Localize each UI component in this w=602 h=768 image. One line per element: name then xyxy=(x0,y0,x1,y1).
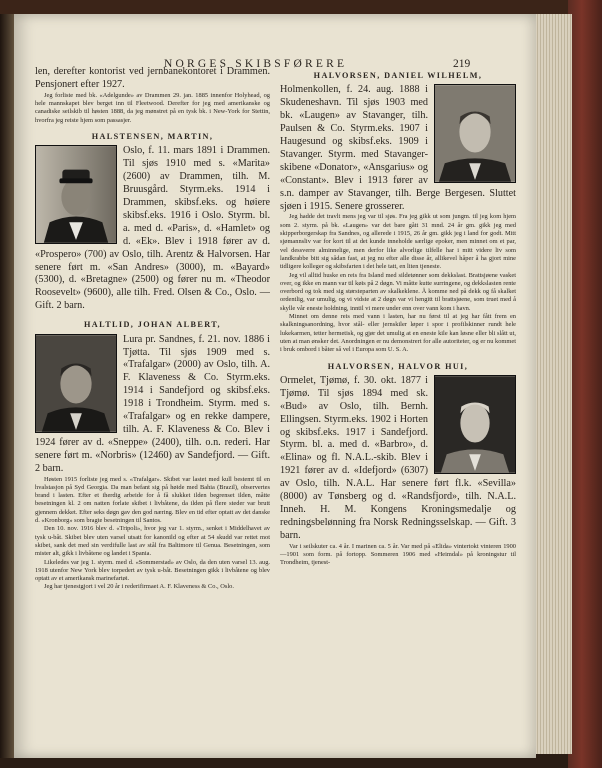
portrait-photo-haltlid xyxy=(35,334,117,433)
entry-bio-halvorsen-daniel: Holmenkollen, f. 24. aug. 1888 i Skudeneshavn. Til sjøs 1903 med bk. «Laugen» av Stavanger, tilh. Paulsen & Co. Styrm.eks. 1907 i Haugesund og skibsf.eks. 1909 i Stavanger. Styrm. med Stavanger-skibene «Donator», «Ansgarius» og «Constant». Blev i 1913 fører av s.n. damper av Stavanger, tilh. Berge Bergesen. Sluttet sjøen i 1915. Senere grosserer. xyxy=(280,84,516,212)
entry-name-halvorsen-halvor: HALVORSEN, HALVOR HUI, xyxy=(327,361,469,371)
page-edges xyxy=(532,14,572,754)
entry-note-halvorsen-halvor: Var i seilskuter ca. 4 år. I marinen ca. 5 år. Var med på «Elida» vintertokt vinteren 1900—1901 som form. på fortopp. Sommeren 1906 med «Heimdal» på kroningstur til Trondheim, tjenest- xyxy=(280,542,516,567)
right-column xyxy=(280,66,516,568)
entry-name-halvorsen-daniel: HALVORSEN, DANIEL WILHELM, xyxy=(313,71,483,80)
page-number: 219 xyxy=(453,58,471,70)
entry-bio-haltlid: Lura pr. Sandnes, f. 21. nov. 1886 i Tjøtta. Til sjøs 1909 med s. «Trafalgar» (2000) av Oslo, tilh. A. F. Klaveness & Co. Styrm.eks. 1914 i Sandefjord og skibsf.eks. 1918 i Trondheim. Styrm. med s. «Trafalgar» og en rekke dampere, tilh. A. F. Klaveness & Co. Blev i 1924 fører av d. «Sneppe» (2400), tilh. o.n. rederi. Har senere ført m. «Norbris» (12460) av Sandefjord. — Gift. 2 barn. xyxy=(35,333,270,474)
entry-note-haltlid-3: Likeledes var jeg 1. styrm. med d. «Sommerstad» av Oslo, da den uten varsel 13. aug. 1918 utenfor New York blev torpedert av tysk u-båt. Besetningen gikk i livbåtene og blev optatt av et amerikansk marinefartøi. xyxy=(35,558,270,583)
entry-name-haltlid: HALTLID, JOHAN ALBERT, xyxy=(84,320,221,330)
entry-note-haltlid-4: Jeg har tjenestgjort i vel 20 år i rederifirmaet A. F. Klaveness & Co., Oslo. xyxy=(44,583,234,591)
portrait-photo-halvorsen-daniel xyxy=(434,84,516,183)
intro-note: Jeg forliste med bk. «Adelgunde» av Drammen 29. jan. 1885 innenfor Holyhead, og hele mannskapet blev berget inn til Fleetwood. Derefter for jeg med amerikanske og canadiske seilskib til høsten 1888, da jeg mønstret på en tysk bk. i New-York for Stettin, hvorfra jeg reiste hjem som passasjer. xyxy=(35,91,270,124)
portrait-photo-halvorsen-halvor xyxy=(434,375,516,474)
entry-note-haltlid-2: Den 10. nov. 1916 blev d. «Tripoli», hvor jeg var 1. styrm., senket i Middelhavet av tysk u-båt. Skibet blev uten varsel utsatt for kanonild og efter at 54 skudd var rettet mot skibet, sank det med sin verdifulle last av stål fra Baltimore til Genua. Besetningen, som mister alt, gikk i livbåtene og landet i Spania. xyxy=(35,525,270,558)
entry-name-halstensen: HALSTENSEN, MARTIN, xyxy=(91,132,214,141)
entry-bio-halstensen: Oslo, f. 11. mars 1891 i Drammen. Til sjøs 1910 med s. «Marita» (2600) av Drammen, tilh. M. Bruusgård. Styrm.eks. 1914 i Drammen, skibsf.eks. og høiere skibsf.eks. 1916 i Oslo. Styrm. bl. a. med d. «Paris», d. «Hamlet» og d. «Ek». Blev i 1918 fører av d. «Prospero» (700) av Oslo, tilh. Arentz & Halvorsen. Har senere ført m. «San Andres» (3000), m. «Bayard» (5300), d. «Bretagne» (2500) og fører nu m. «Theodor Roosevelt» (9600), alle tilh. Fred. Olsen & Co., Oslo. — Gift. 2 barn. xyxy=(35,145,270,312)
entry-note-halvorsen-daniel-2: Jeg vil alltid huske en reis fra Island med sildetønner som dekkslast. Brattsjøene vasket over, og ikke en mann var til køis på 2 døgn. Vi måtte kutte surringene, og dekkslasten rente overbord og tok med sig størsteparten av skalkeklene. Å komme ned på dekk og få skalket ordentlig, var umulig, og vi vidste at 2 døgn var vi hengitt til brattsjøene, som truet med å skylle vår eneste holdning, inntil vi mere under enn over vann kom i havn. xyxy=(280,271,516,312)
entry-bio-halvorsen-halvor: Ormelet, Tjømø, f. 30. okt. 1877 i Tjømø. Til sjøs 1894 med sk. «Bud» av Oslo, tilh. Bernh. Ellingsen. Styrm.eks. 1902 i Horten og skibsf.eks. 1917 i Sandefjord. Styrm. bl. a. med d. «Barbro», d. «Elina» og fl. N.A.L.-skib. Blev i 1921 fører av d. «Idefjord» (6307) av Oslo, tilh. N.A.L. Har senere ført fl.k. «Sevilla» (8000) av Tønsberg og d. «Randsfjord», tilh. N.A.L. Inneh. H. M. Kongens Kroningsmedalje og redningsbelønning fra Norsk Redningsselskap. — Gift. 3 barn. xyxy=(280,374,516,541)
intro-text: len, derefter kontorist ved jernbanekontoret i Drammen. Pensjonert efter 1927. xyxy=(35,66,270,90)
entry-note-haltlid-1: Høsten 1915 forliste jeg med s. «Trafalgar». Skibet var lastet med kull bestemt til en hvalstasjon på Syd Georgia. Da man befant sig på høide med Bahia (Brazil), observertes brand i lasten. Efter et iherdig arbeide for å få slukket ilden begrenset ilden, måtte besetningen kl. 2 om natten forlate skibet i livbåtene, da ilden på flere steder var brutt gjennem dekket. Efter seks døgn gav den god næring. Blev en tid efter optatt av det danske d. «Kronborg» som bragte besetningen til Santos. xyxy=(35,475,270,525)
book-cover-spine xyxy=(568,0,602,768)
left-column xyxy=(35,66,270,592)
entry-note-halvorsen-daniel-1: Jeg hadde det travlt mens jeg var til sjøs. Fra jeg gikk ut som jungm. til jeg kom hjem som 2. styrm. på bk. «Laugen» var det bare gått 31 mnd. 24 år gm. gikk jeg med skipperborgerskap fra Sandnes, og allerede i 1915, 26 år gm. gikk jeg i land for godt. Mitt sjømannsliv var for kort til at det kunde inneholde særlige epoker, men minnet om et par, vel dessverre alminnelige, men derfor like alvorlige tilfelle har i mitt videre liv som landkrabbe bitt sig sådan fast, at jeg nu efter alle disse år, allikevel håper å ha gjort mine tidligere kolleger og skibsfarten i det hele tatt, en liten tjeneste. xyxy=(280,213,516,271)
entry-note-halvorsen-daniel-3: Minnet om denne reis med vann i lasten, har nu først til at jeg har fått frem en skalkningsanordning, hvor stål- eller jernskiler løper i spor i profilskinner rundt hele lukekarmen, tetter hermetisk, og gjør det umulig at en eneste kile kan løsne eller bli slått ut, uten at man ønsker det. Anordningen er nu demonstrert for alle autoriteter, og er nu kommet i bruk ombord i båter så vel i Europa som U. S. A. xyxy=(280,313,516,354)
portrait-photo-halstensen xyxy=(35,145,117,244)
running-title: NORGES SKIBSFØRERE xyxy=(164,58,348,70)
